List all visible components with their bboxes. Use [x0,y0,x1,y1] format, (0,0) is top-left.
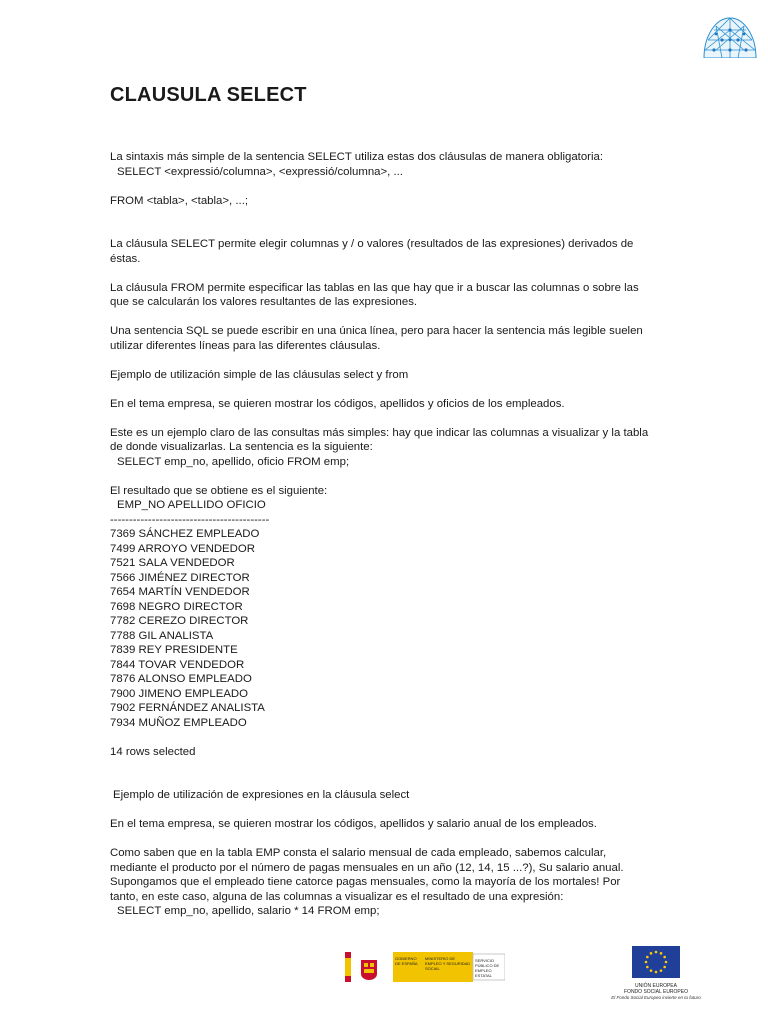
example1-query: SELECT emp_no, apellido, oficio FROM emp; [117,455,350,468]
eu-label: UNIÓN EUROPEA [635,983,677,989]
syntax-select: SELECT <expressió/columna>, <expressió/columna>, ... [117,165,403,178]
result-row: 7902 FERNÁNDEZ ANALISTA [110,702,265,714]
fse-label: FONDO SOCIAL EUROPEO [624,989,688,995]
rows-selected: 14 rows selected [110,745,196,758]
eu-star-icon [663,966,666,969]
eu-star-icon [663,956,666,959]
eu-star-icon [650,952,653,955]
result-row: 7369 SÁNCHEZ EMPLEADO [110,528,260,540]
es-ministerio-label: MINISTERIO DE EMPLEO Y SEGURIDAD SOCIAL [425,956,471,971]
result-row: 7934 MUÑOZ EMPLEADO [110,716,247,729]
para-select-clause: La cláusula SELECT permite elegir columnas y / o valores (resultados de las expresiones) derivados de éstas. [110,238,634,265]
result-row: 7876 ALONSO EMPLEADO [110,673,252,685]
example2-heading: Ejemplo de utilización de expresiones en la cláusula select [113,789,410,801]
page-title: CLAUSULA SELECT [110,84,307,106]
result-row: 7844 TOVAR VENDEDOR [110,658,245,671]
para-sql-lines: Una sentencia SQL se puede escribir en una única línea, pero para hacer la sentencia más legible suelen utilizar diferentes líneas para las diferentes cláusulas. [110,325,643,352]
eu-star-icon [650,969,653,972]
example2-explain: Como saben que en la tabla EMP consta el salario mensual de cada empleado, sabemos calcular, mediante el producto por el número de pagas mensuales en un año (12, 14, 15 ...?), Su salario anual. Supongamos que el empleado tiene catorce pagas mensuales, como la mayoría de los mortales! Por tanto, en este caso, alguna de las columnas a visualizar es el resultado de una expresión: [110,847,624,903]
example2-desc: En el tema empresa, se quieren mostrar los códigos, apellidos y salario anual de los empleados. [110,818,597,830]
example2-query: SELECT emp_no, apellido, salario * 14 FROM emp; [117,905,380,917]
eu-star-icon [665,961,668,964]
intro-text: La sintaxis más simple de la sentencia SELECT utiliza estas dos cláusulas de manera obligatoria: [110,151,604,163]
result-header: EMP_NO APELLIDO OFICIO [117,499,266,511]
result-rows [110,527,650,730]
example1-heading: Ejemplo de utilización simple de las cláusulas select y from [110,368,409,381]
result-row: 7900 JIMENO EMPLEADO [110,687,249,700]
example1-desc: En el tema empresa, se quieren mostrar los códigos, apellidos y oficios de los empleados. [110,397,565,410]
result-row: 7521 SALA VENDEDOR [110,557,235,569]
es-gobierno-label: GOBIERNO DE ESPAÑA [395,956,418,966]
example1-explain: Este es un ejemplo claro de las consultas más simples: hay que indicar las columnas a visualizar y la tabla de donde visualizarlas. La sentencia es la siguiente: [110,426,649,453]
result-intro: El resultado que se obtiene es el siguiente: [110,484,328,497]
eu-star-icon [645,961,648,964]
eu-star-icon [655,951,658,954]
result-row: 7839 REY PRESIDENTE [110,644,238,656]
document-body [110,150,650,919]
para-from-clause: La cláusula FROM permite especificar las tablas en las que hay que ir a buscar las columnas o sobre las que se calcularán los valores resultantes de las expresiones. [110,281,639,308]
result-row: 7499 ARROYO VENDEDOR [110,542,255,555]
eu-flag-icon [632,946,680,978]
es-sepe-label: SERVICIO PÚBLICO DE EMPLEO ESTATAL [475,958,500,978]
eu-star-icon [646,966,649,969]
spain-government-logo [345,950,505,984]
eu-star-icon [660,969,663,972]
eu-logo [596,946,716,1001]
result-row: 7788 GIL ANALISTA [110,629,214,642]
eu-star-icon [646,956,649,959]
globe-logo-icon [700,14,760,58]
result-row: 7698 NEGRO DIRECTOR [110,600,243,613]
result-row: 7782 CEREZO DIRECTOR [110,615,249,627]
result-separator: ------------------------------------------ [110,513,270,526]
eu-star-icon [655,971,658,974]
result-row: 7654 MARTÍN VENDEDOR [110,586,250,598]
eu-tagline: El Fondo Social Europeo invierte en tu futuro [611,995,701,1000]
eu-star-icon [660,952,663,955]
syntax-from: FROM <tabla>, <tabla>, ...; [110,194,249,207]
result-row: 7566 JIMÉNEZ DIRECTOR [110,571,250,584]
